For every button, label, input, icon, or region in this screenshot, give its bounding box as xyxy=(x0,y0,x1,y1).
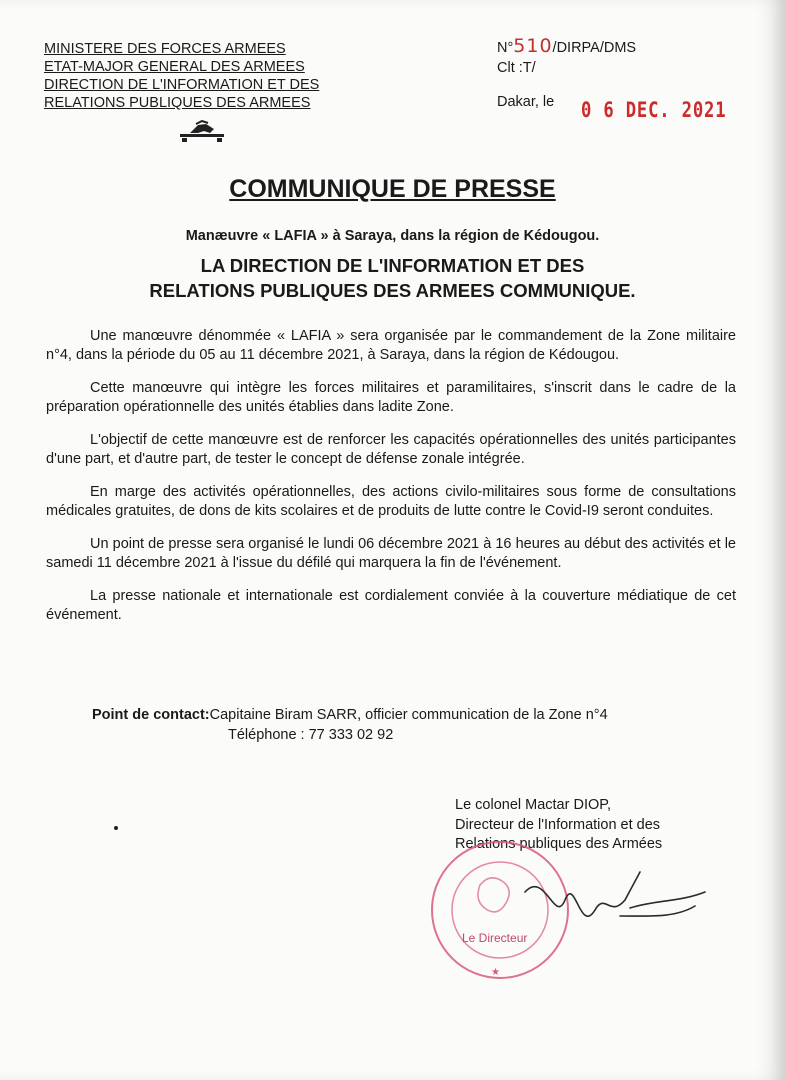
handshake-emblem-icon xyxy=(180,120,224,144)
clt-reference: Clt :T/ xyxy=(497,60,536,76)
communique-heading xyxy=(0,253,785,303)
body-paragraph: La presse nationale et internationale est cordialement conviée à la couverture médiatique de cet événement. xyxy=(46,588,736,623)
contact-value: Capitaine Biram SARR, officier communication de la Zone n°4 xyxy=(209,707,608,723)
heading-line: RELATIONS PUBLIQUES DES ARMEES COMMUNIQUE. xyxy=(149,280,636,301)
contact-label: Point de contact: xyxy=(92,707,210,723)
communique-body xyxy=(46,327,736,639)
contact-block xyxy=(92,705,608,743)
contact-phone: Téléphone : 77 333 02 92 xyxy=(228,727,394,743)
document-subtitle: Manæuvre « LAFIA » à Saraya, dans la région de Kédougou. xyxy=(185,228,600,244)
body-paragraph: L'objectif de cette manœuvre est de renforcer les capacités opérationnelles des unités participantes d'une part, et d'autre part, de tester le concept de défense zonale intégrée. xyxy=(46,432,736,467)
document-title: COMMUNIQUE DE PRESSE xyxy=(229,175,556,203)
ministry-line: DIRECTION DE L'INFORMATION ET DES xyxy=(44,77,320,93)
body-paragraph: Une manœuvre dénommée « LAFIA » sera organisée par le commandement de la Zone militaire n°4, dans la période du 05 au 11 décembre 2021, à Saraya, dans la région de Kédougou. xyxy=(46,328,736,363)
ref-number: 510 xyxy=(513,35,553,57)
ministry-line: MINISTERE DES FORCES ARMEES xyxy=(44,41,286,57)
body-paragraph: Un point de presse sera organisé le lundi 06 décembre 2021 à 16 heures au début des activités et le samedi 11 décembre 2021 à l'issue du défilé qui marquera la fin de l'événement. xyxy=(46,536,736,571)
seal-text: Le Directeur xyxy=(462,931,528,945)
place-label: Dakar, le xyxy=(497,94,555,110)
date-stamp: 0 6 DEC. 2021 xyxy=(581,98,727,122)
ministry-line: RELATIONS PUBLIQUES DES ARMEES xyxy=(44,95,311,111)
signatory-name: Le colonel Mactar DIOP, xyxy=(455,797,612,813)
ink-dot xyxy=(114,826,118,830)
body-paragraph: En marge des activités opérationnelles, des actions civilo-militaires sous forme de consultations médicales gratuites, de dons de kits scolaires et de produits de lutte contre le Covid-I9 seront conduites. xyxy=(46,484,736,519)
ministry-header xyxy=(44,40,362,112)
official-seal-and-signature xyxy=(425,830,725,1000)
reference-number xyxy=(497,36,636,78)
heading-line: LA DIRECTION DE L'INFORMATION ET DES xyxy=(200,255,585,276)
body-paragraph: Cette manœuvre qui intègre les forces militaires et paramilitaires, s'inscrit dans le cadre de la préparation opérationnelle des unités établies dans ladite Zone. xyxy=(46,380,736,415)
ref-suffix: /DIRPA/DMS xyxy=(552,40,637,56)
svg-text:★: ★ xyxy=(491,967,500,978)
ref-prefix: N° xyxy=(497,40,514,56)
ministry-line: ETAT-MAJOR GENERAL DES ARMEES xyxy=(44,59,305,75)
signatory-title: Directeur de l'Information et des xyxy=(455,816,661,833)
signatory-title: Relations publiques des Armées xyxy=(455,836,663,852)
